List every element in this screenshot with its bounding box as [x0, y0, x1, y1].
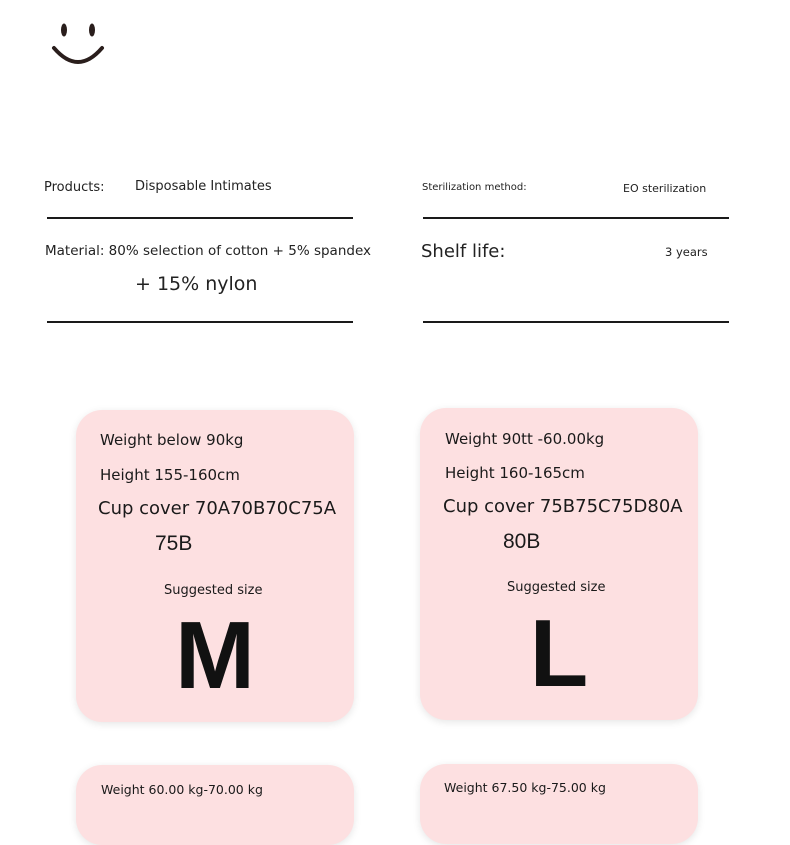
weight-text: Weight 90tt -60.00kg — [445, 430, 605, 448]
size-letter: L — [529, 600, 589, 707]
shelf-life-value: 3 years — [665, 245, 708, 259]
size-card-4 — [420, 764, 698, 844]
suggested-size-label: Suggested size — [507, 580, 606, 595]
sterilization-label: Sterilization method: — [422, 182, 527, 193]
material-line-1: Material: 80% selection of cotton + 5% spandex — [45, 243, 371, 259]
products-value: Disposable Intimates — [135, 179, 272, 194]
cup-extra-text: 75B — [155, 532, 193, 555]
smiley-logo-icon — [48, 18, 108, 70]
height-text: Height 155-160cm — [100, 466, 240, 484]
cup-extra-text: 80B — [503, 530, 541, 553]
size-letter: M — [175, 602, 255, 709]
suggested-size-label: Suggested size — [164, 583, 263, 598]
divider — [423, 321, 729, 323]
products-label: Products: — [44, 180, 105, 195]
divider — [47, 217, 353, 219]
sterilization-value: EO sterilization — [623, 182, 707, 195]
size-card-3 — [76, 765, 354, 845]
size-card-m — [76, 410, 354, 722]
size-card-l — [420, 408, 698, 720]
height-text: Height 160-165cm — [445, 464, 585, 482]
weight-text: Weight 60.00 kg-70.00 kg — [101, 782, 263, 797]
shelf-life-label: Shelf life: — [421, 241, 506, 262]
weight-text: Weight below 90kg — [100, 431, 244, 449]
divider — [47, 321, 353, 323]
cup-text: Cup cover 75B75C75D80A — [443, 496, 683, 517]
weight-text: Weight 67.50 kg-75.00 kg — [444, 780, 606, 795]
material-line-2: + 15% nylon — [135, 273, 258, 295]
divider — [423, 217, 729, 219]
cup-text: Cup cover 70A70B70C75A — [98, 498, 337, 519]
